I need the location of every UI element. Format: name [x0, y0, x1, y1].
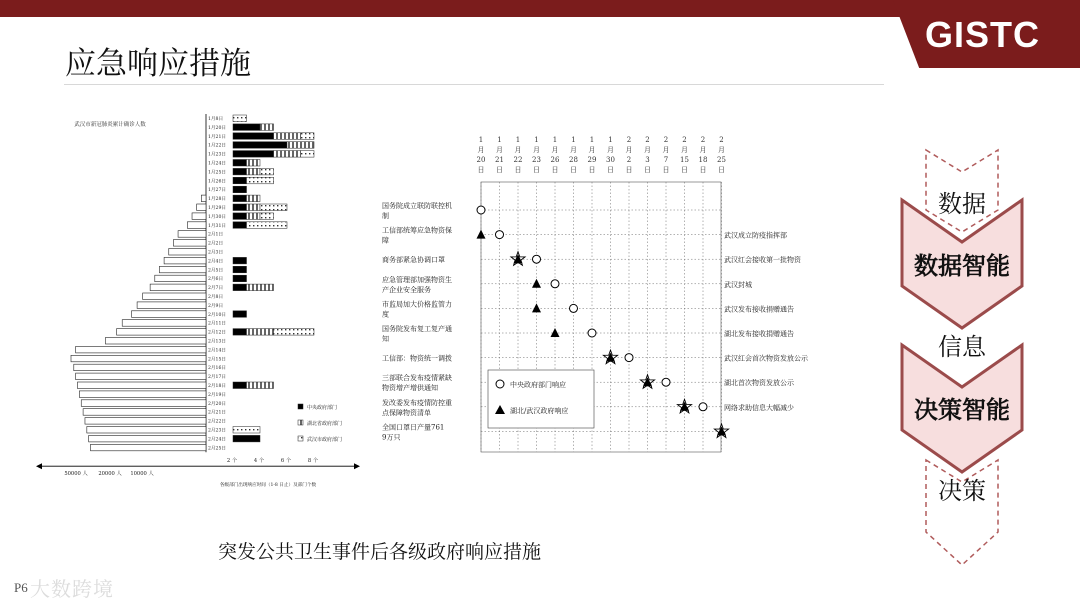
left-event-label-cont: 制 — [382, 212, 389, 220]
case-bar — [155, 275, 206, 282]
dept-bar — [233, 329, 247, 336]
dept-bar — [260, 204, 287, 211]
left-event-label-cont: 知 — [382, 335, 389, 343]
date-label: 2月2日 — [208, 241, 224, 247]
right-event-label: 武汉封城 — [724, 280, 752, 289]
central-response-marker — [588, 329, 596, 337]
date-label: 1月24日 — [208, 161, 226, 167]
case-bar — [178, 231, 206, 238]
legend-box — [488, 370, 594, 428]
axis-arrow-right — [354, 463, 360, 469]
local-response-marker — [477, 230, 486, 239]
case-bar — [83, 409, 206, 416]
left-event-label: 国务院发布复工复产通 — [382, 325, 452, 333]
date-label: 2月9日 — [208, 303, 224, 309]
legend-label: 中央政府部门 — [307, 405, 338, 411]
date-day: 30 — [606, 156, 615, 164]
left-event-label-cont: 9万只 — [382, 433, 401, 442]
dept-bar — [247, 382, 274, 389]
legend-label: 中央政府部门响应 — [510, 381, 566, 389]
right-axis-label: 4 个 — [253, 458, 265, 465]
left-axis-label: 20000 人 — [98, 471, 122, 478]
date-unit: 月 — [477, 146, 485, 154]
case-bar — [143, 293, 206, 300]
legend-swatch — [298, 420, 303, 425]
central-response-marker — [662, 378, 670, 386]
right-event-label: 湖北首次物资发放公示 — [724, 379, 794, 388]
case-bar — [164, 257, 206, 264]
date-month: 1 — [552, 136, 558, 144]
legend-label: 武汉市政府部门 — [307, 437, 343, 443]
left-event-label: 发改委发布疫情防控重 — [382, 398, 452, 407]
date-month: 1 — [478, 136, 484, 144]
date-month: 2 — [700, 136, 706, 144]
flow-diagram — [896, 150, 1028, 570]
flow-box2-label: 决策智能 — [914, 396, 1010, 424]
page-number: P6 — [14, 580, 28, 595]
dept-bar — [274, 151, 301, 158]
date-month: 2 — [663, 136, 669, 144]
date-label: 1月22日 — [208, 143, 226, 149]
date-unit: 月 — [533, 146, 540, 154]
case-bar — [76, 373, 206, 380]
date-label: 2月22日 — [208, 419, 226, 425]
dept-bar — [260, 168, 274, 175]
date-unit: 月 — [496, 146, 503, 154]
date-label: 2月24日 — [208, 437, 226, 443]
legend-label: 湖北/武汉政府响应 — [510, 407, 569, 415]
case-bar — [192, 213, 206, 220]
date-label: 2月11日 — [208, 321, 226, 327]
date-suffix: 日 — [681, 166, 688, 174]
left-event-label: 商务部紧急协调口罩 — [382, 256, 445, 265]
case-bar — [159, 266, 206, 273]
date-day: 15 — [680, 156, 689, 164]
flow-label-decision: 决策 — [938, 477, 986, 505]
flow-label-data: 数据 — [938, 190, 986, 218]
date-label: 2月8日 — [208, 295, 224, 300]
dept-bar — [233, 160, 247, 167]
dept-bar — [301, 133, 315, 140]
date-label: 2月19日 — [208, 392, 226, 398]
left-axis-label: 10000 人 — [130, 471, 154, 478]
dept-bar — [247, 195, 261, 202]
dept-bar — [233, 168, 247, 175]
date-month: 2 — [719, 136, 724, 144]
dept-bar — [247, 177, 274, 184]
dept-bar — [233, 257, 247, 264]
dept-bar — [233, 142, 287, 149]
page-title: 应急响应措施 — [65, 46, 251, 82]
date-label: 1月20日 — [208, 125, 226, 131]
legend-swatch — [298, 436, 303, 441]
case-bar — [71, 355, 206, 362]
dept-bar — [233, 427, 260, 434]
date-unit: 月 — [662, 146, 670, 154]
flow-label-info: 信息 — [938, 333, 986, 361]
central-response-marker — [533, 255, 541, 263]
dept-bar — [287, 142, 314, 149]
right-axis-label: 8 个 — [307, 458, 319, 465]
date-label: 1月31日 — [208, 223, 226, 229]
central-response-marker — [496, 231, 504, 239]
dept-bar — [233, 266, 247, 273]
date-label: 1月29日 — [208, 206, 226, 211]
dept-bar — [233, 124, 260, 130]
date-suffix: 日 — [496, 166, 503, 174]
date-label: 2月20日 — [208, 401, 226, 407]
left-axis-label: 50000 人 — [64, 471, 88, 478]
case-bar — [122, 320, 206, 327]
date-day: 25 — [717, 156, 726, 164]
flow-box1-label: 数据智能 — [914, 252, 1010, 280]
dept-bar — [233, 311, 247, 318]
date-day: 21 — [495, 156, 504, 164]
dept-bar — [260, 124, 274, 130]
date-label: 1月26日 — [208, 179, 226, 185]
date-day: 26 — [550, 156, 560, 164]
dept-bar — [233, 133, 274, 140]
date-unit: 月 — [625, 146, 633, 154]
date-day: 20 — [476, 156, 486, 164]
case-bar — [81, 400, 206, 407]
date-label: 2月6日 — [208, 277, 224, 283]
date-unit: 月 — [514, 146, 522, 154]
local-response-marker — [532, 303, 541, 312]
local-response-marker — [532, 279, 541, 288]
date-unit: 月 — [644, 146, 651, 154]
date-label: 1月21日 — [208, 134, 226, 140]
dept-bar — [247, 284, 274, 291]
date-month: 2 — [682, 136, 687, 144]
right-event-label: 武汉红会接收第一批物资 — [724, 256, 801, 265]
case-bar — [117, 329, 206, 336]
right-event-label: 武汉红会首次物资发放公示 — [724, 354, 808, 363]
date-label: 2月23日 — [208, 428, 226, 434]
dept-bar — [301, 151, 315, 158]
legend-swatch — [298, 404, 303, 409]
dept-bar — [233, 284, 247, 291]
date-suffix: 日 — [551, 166, 559, 174]
case-bar — [132, 311, 206, 318]
left-event-label: 应急管理部加强物资生 — [382, 275, 452, 284]
legend-label: 湖北省政府部门 — [307, 421, 343, 427]
dept-bar — [247, 204, 261, 211]
date-label: 2月12日 — [208, 330, 226, 336]
date-month: 1 — [534, 136, 539, 144]
date-label: 2月18日 — [208, 384, 226, 389]
left-event-label: 国务院成立联防联控机 — [382, 202, 452, 210]
date-day: 3 — [645, 156, 650, 164]
left-event-label-cont: 点保障物资清单 — [382, 408, 431, 417]
date-suffix: 日 — [644, 166, 651, 174]
dept-bar — [233, 115, 247, 122]
central-response-marker — [699, 403, 707, 411]
date-month: 1 — [589, 136, 595, 144]
case-bar — [197, 204, 206, 211]
right-axis-title: 各级部门出现响应时间（1-8 日止）及部门个数 — [219, 483, 317, 489]
date-label: 1月27日 — [208, 188, 226, 194]
date-label: 2月16日 — [208, 366, 226, 372]
title-divider — [64, 84, 884, 85]
central-response-marker — [625, 354, 633, 362]
date-day: 2 — [626, 156, 632, 164]
dept-bar — [274, 133, 301, 140]
right-event-label: 武汉成立防疫指挥部 — [724, 231, 787, 240]
date-label: 2月4日 — [208, 259, 224, 265]
date-month: 2 — [626, 136, 632, 144]
date-unit: 月 — [588, 146, 596, 154]
dept-bar — [247, 222, 288, 229]
case-bar — [78, 382, 206, 389]
date-unit: 月 — [699, 146, 707, 154]
left-event-label-cont: 物资增产增供通知 — [382, 384, 438, 393]
right-axis-label: 2 个 — [226, 458, 238, 465]
date-month: 1 — [515, 136, 521, 144]
case-count-chart — [28, 108, 370, 508]
date-month: 1 — [608, 136, 613, 144]
date-suffix: 日 — [477, 166, 485, 174]
legend-circle — [496, 380, 504, 388]
date-day: 7 — [663, 156, 669, 164]
dept-bar — [233, 222, 247, 229]
case-bar — [169, 249, 206, 256]
left-event-label: 三部联合发布疫情紧缺 — [382, 374, 452, 383]
date-label: 2月14日 — [208, 348, 226, 354]
case-bar — [105, 338, 206, 345]
date-month: 2 — [645, 136, 650, 144]
date-label: 2月7日 — [208, 286, 224, 292]
date-unit: 月 — [718, 146, 725, 154]
case-bar — [76, 346, 206, 353]
date-month: 1 — [497, 136, 502, 144]
date-label: 2月21日 — [208, 410, 226, 416]
dept-bar — [233, 195, 247, 202]
date-label: 2月5日 — [208, 268, 224, 274]
case-bar — [89, 435, 206, 442]
dept-bar — [233, 151, 274, 158]
case-bar — [87, 427, 206, 434]
left-chart-title: 武汉市新冠肺炎累计确诊人数 — [74, 122, 146, 128]
date-label: 1月28日 — [208, 197, 226, 203]
date-suffix: 日 — [588, 166, 596, 174]
date-day: 28 — [569, 156, 578, 164]
left-event-label-cont: 度 — [382, 310, 389, 319]
case-bar — [79, 391, 206, 398]
date-label: 2月1日 — [208, 232, 224, 238]
dept-bar — [247, 213, 261, 220]
left-event-label: 工信部统筹应急物资保 — [382, 226, 452, 235]
dept-bar — [233, 275, 247, 282]
central-response-marker — [551, 280, 559, 288]
response-timeline-chart — [378, 132, 808, 468]
case-bar — [74, 364, 206, 371]
right-event-label: 湖北发布接收捐赠通告 — [724, 330, 794, 338]
date-day: 23 — [532, 156, 541, 164]
date-label: 1月23日 — [208, 152, 226, 158]
left-event-label-cont: 产企业安全服务 — [382, 285, 431, 294]
date-suffix: 日 — [607, 166, 614, 174]
date-label: 2月25日 — [208, 446, 226, 452]
axis-arrow-left — [36, 463, 42, 469]
watermark: 大数跨境 — [30, 577, 114, 601]
date-label: 1月8日 — [208, 117, 224, 122]
dept-bar — [274, 329, 315, 336]
dept-bar — [233, 204, 247, 211]
date-suffix: 日 — [533, 166, 540, 174]
dept-bar — [247, 160, 261, 167]
case-bar — [85, 418, 206, 425]
date-suffix: 日 — [625, 166, 633, 174]
dept-bar — [233, 382, 247, 389]
date-suffix: 日 — [570, 166, 577, 174]
date-suffix: 日 — [699, 166, 707, 174]
date-day: 22 — [513, 156, 523, 164]
left-event-label: 工信部：物资统一调拨 — [382, 354, 452, 363]
right-event-label: 网络求助信息大幅减少 — [724, 403, 794, 412]
date-label: 2月13日 — [208, 339, 226, 345]
local-response-marker — [551, 328, 560, 337]
case-bar — [137, 302, 206, 309]
date-unit: 月 — [570, 146, 577, 154]
date-label: 2月15日 — [208, 357, 226, 363]
date-suffix: 日 — [662, 166, 670, 174]
date-suffix: 日 — [718, 166, 725, 174]
dept-bar — [247, 329, 274, 336]
date-day: 29 — [587, 156, 597, 164]
case-bar — [91, 444, 206, 451]
dept-bar — [260, 213, 274, 220]
date-label: 2月3日 — [208, 250, 224, 256]
dept-bar — [233, 186, 247, 193]
date-label: 2月10日 — [208, 312, 226, 318]
dept-bar — [233, 435, 260, 442]
central-response-marker — [570, 304, 578, 312]
figure-caption: 突发公共卫生事件后各级政府响应措施 — [218, 541, 542, 563]
dept-bar — [233, 177, 247, 184]
date-day: 18 — [698, 156, 708, 164]
date-label: 2月17日 — [208, 375, 226, 381]
date-unit: 月 — [551, 146, 559, 154]
date-unit: 月 — [607, 146, 614, 154]
date-label: 1月25日 — [208, 170, 226, 176]
case-bar — [187, 222, 206, 229]
case-bar — [173, 240, 206, 247]
case-bar — [150, 284, 206, 291]
right-event-label: 武汉发布接收捐赠通告 — [724, 305, 794, 314]
left-event-label: 全国口罩日产量761 — [382, 423, 445, 432]
case-bar — [201, 195, 206, 202]
dept-bar — [233, 213, 247, 220]
date-label: 1月30日 — [208, 214, 226, 220]
date-month: 1 — [571, 136, 576, 144]
left-event-label: 市监局加大价格监管力 — [382, 300, 452, 309]
right-axis-label: 6 个 — [280, 458, 292, 465]
dept-bar — [247, 168, 261, 175]
gistc-logo: GISTC — [925, 14, 1041, 55]
date-suffix: 日 — [514, 166, 522, 174]
left-event-label-cont: 障 — [382, 236, 389, 245]
date-unit: 月 — [681, 146, 688, 154]
central-response-marker — [477, 206, 485, 214]
